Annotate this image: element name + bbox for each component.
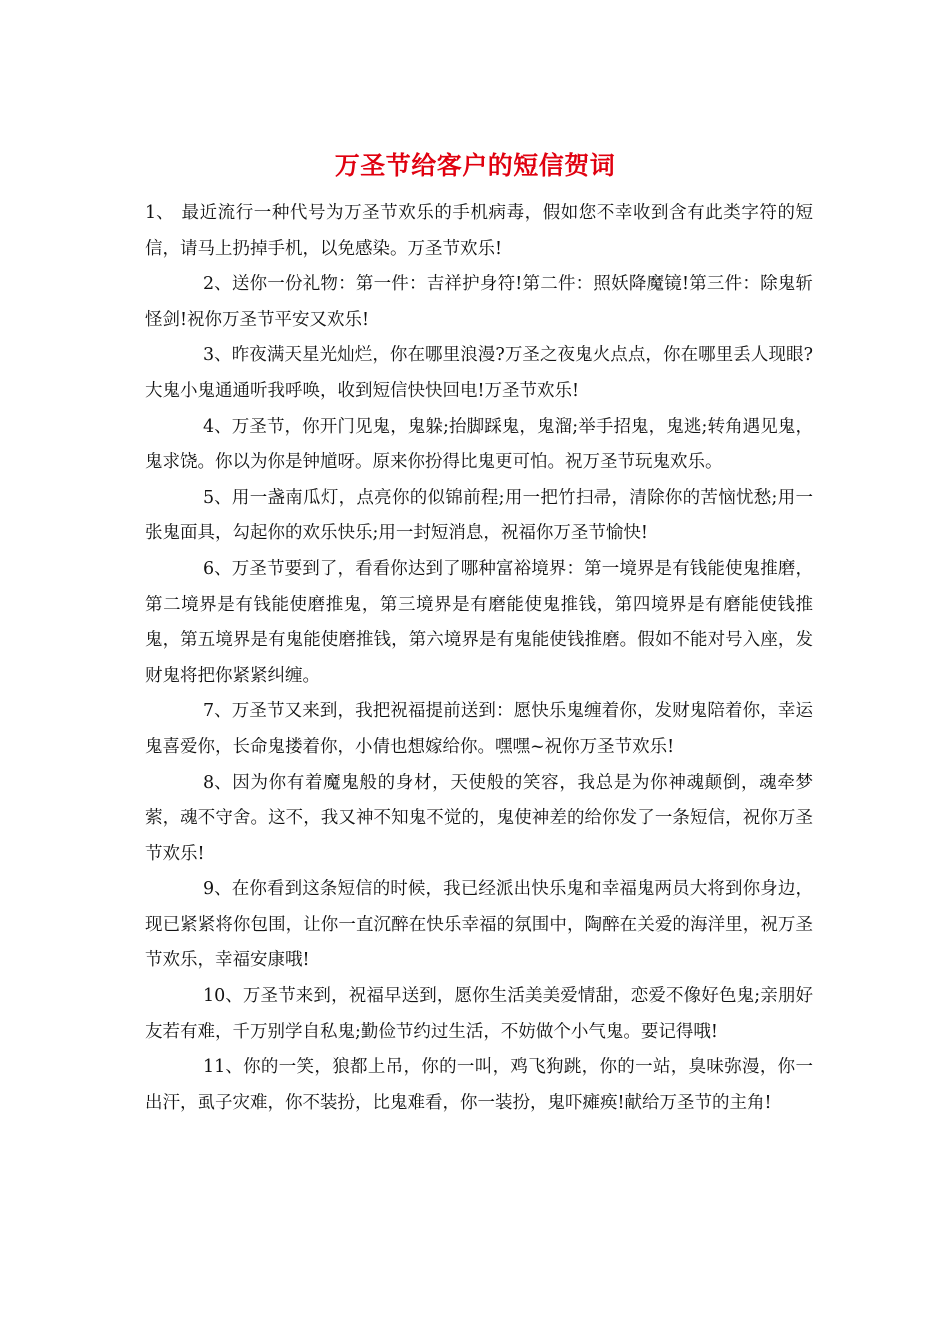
document-body: [145, 196, 813, 1121]
paragraph-number: 3、: [203, 345, 232, 366]
paragraph-number: 8、: [203, 772, 232, 793]
paragraph-7: [145, 694, 813, 765]
paragraph-text: 你的一笑，狼都上吊，你的一叫，鸡飞狗跳，你的一站，臭味弥漫，你一出汗，虱子灾难，你不装扮，比鬼难看，你一装扮，鬼吓瘫痪!献给万圣节的主角!: [145, 1057, 813, 1113]
paragraph-number: 1、: [145, 203, 174, 223]
paragraph-text: 因为你有着魔鬼般的身材，天使般的笑容，我总是为你神魂颠倒，魂牵梦萦，魂不守舍。这不，我又神不知鬼不觉的，鬼使神差的给你发了一条短信，祝你万圣节欢乐!: [145, 772, 813, 864]
paragraph-text: 送你一份礼物：第一件：吉祥护身符!第二件：照妖降魔镜!第三件：除鬼斩怪剑!祝你万圣节平安又欢乐!: [145, 274, 813, 330]
paragraph-number: 6、: [203, 558, 232, 579]
paragraph-text: 万圣节又来到，我把祝福提前送到：愿快乐鬼缠着你，发财鬼陪着你，幸运鬼喜爱你，长命鬼搂着你，小倩也想嫁给你。嘿嘿~祝你万圣节欢乐!: [145, 701, 813, 757]
paragraph-11: [145, 1050, 813, 1121]
paragraph-number: 5、: [203, 487, 232, 508]
paragraph-4: [145, 410, 813, 481]
paragraph-2: [145, 267, 813, 338]
paragraph-number: 2、: [203, 274, 232, 295]
paragraph-text: 万圣节要到了，看看你达到了哪种富裕境界：第一境界是有钱能使鬼推磨，第二境界是有钱能使磨推鬼，第三境界是有磨能使鬼推钱，第四境界是有磨能使钱推鬼，第五境界是有鬼能使磨推钱，第六境界是有鬼能使钱推磨。假如不能对号入座，发财鬼将把你紧紧纠缠。: [145, 558, 813, 686]
paragraph-text: 万圣节，你开门见鬼，鬼躲;抬脚踩鬼，鬼溜;举手招鬼，鬼逃;转角遇见鬼，鬼求饶。你以为你是钟馗呀。原来你扮得比鬼更可怕。祝万圣节玩鬼欢乐。: [145, 416, 813, 473]
paragraph-number: 10、: [203, 986, 243, 1007]
paragraph-9: [145, 872, 813, 979]
paragraph-8: [145, 766, 813, 873]
paragraph-number: 4、: [203, 416, 232, 437]
paragraph-number: 11、: [203, 1057, 243, 1078]
paragraph-text: 昨夜满天星光灿烂，你在哪里浪漫?万圣之夜鬼火点点，你在哪里丢人现眼?大鬼小鬼通通听我呼唤，收到短信快快回电!万圣节欢乐!: [145, 345, 813, 401]
paragraph-6: [145, 552, 813, 694]
paragraph-text: 用一盏南瓜灯，点亮你的似锦前程;用一把竹扫帚，清除你的苦恼忧愁;用一张鬼面具，勾起你的欢乐快乐;用一封短消息，祝福你万圣节愉快!: [145, 487, 813, 544]
paragraph-text: 最近流行一种代号为万圣节欢乐的手机病毒，假如您不幸收到含有此类字符的短信，请马上扔掉手机，以免感染。万圣节欢乐!: [145, 203, 813, 259]
paragraph-3: [145, 338, 813, 409]
paragraph-1: [145, 196, 813, 267]
paragraph-10: [145, 979, 813, 1050]
paragraph-text: 在你看到这条短信的时候，我已经派出快乐鬼和幸福鬼两员大将到你身边，现已紧紧将你包围，让你一直沉醉在快乐幸福的氛围中，陶醉在关爱的海洋里，祝万圣节欢乐，幸福安康哦!: [145, 879, 813, 971]
paragraph-text: 万圣节来到，祝福早送到，愿你生活美美爱情甜，恋爱不像好色鬼;亲朋好友若有难，千万别学自私鬼;勤俭节约过生活，不妨做个小气鬼。要记得哦!: [145, 986, 813, 1042]
paragraph-5: [145, 481, 813, 552]
document-title: 万圣节给客户的短信贺词: [334, 151, 616, 180]
paragraph-number: 7、: [203, 701, 232, 722]
paragraph-number: 9、: [203, 879, 232, 900]
